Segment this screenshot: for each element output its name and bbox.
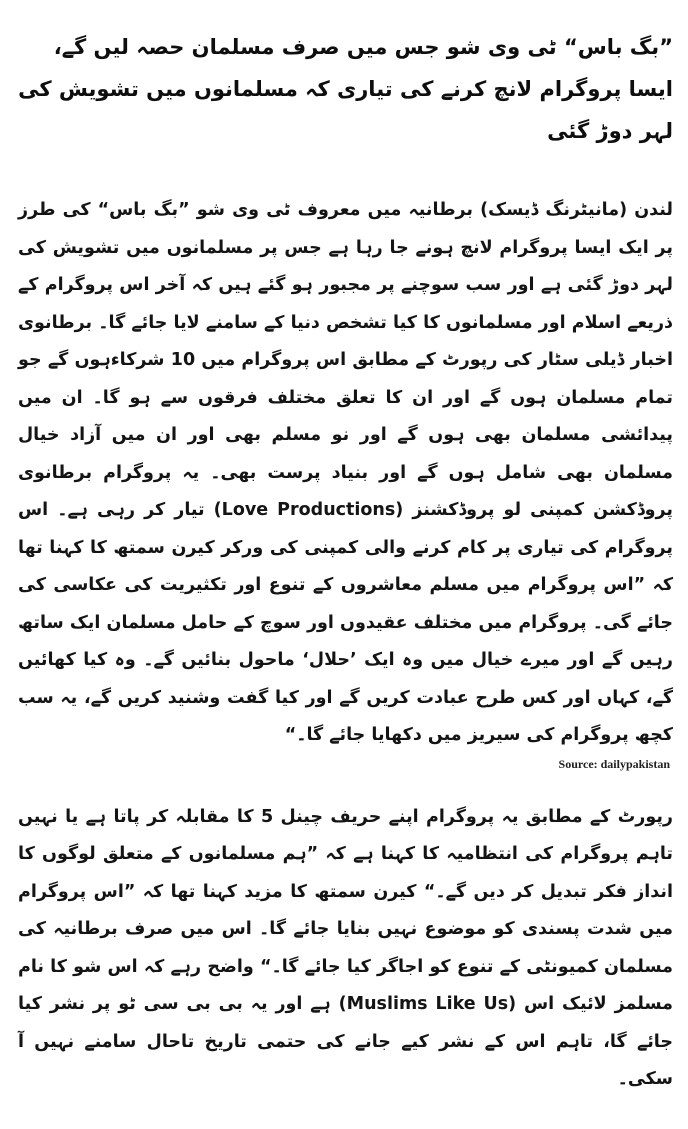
source-credit: Source: dailypakistan [558,757,670,771]
article-paragraph-1: لندن (مانیٹرنگ ڈیسک) برطانیہ میں معروف ٹی وی شو ”بگ باس“ کی طرز پر ایک ایسا پروگرام لانچ ہونے جا رہا ہے جس پر مسلمانوں میں تشویش کی لہر دوڑ گئی ہے اور سب سوچنے پر مجبور ہو گئے ہیں کہ آخر اس پروگرام کے ذریعے اسلام اور مسلمانوں کا کیا تشخص دنیا کے سامنے لایا جائے گا۔ برطانوی اخبار ڈیلی سٹار کی رپورٹ کے مطابق اس پروگرام میں 10 شرکاءہوں گے جو تمام مسلمان ہوں گے اور ان کا تعلق مختلف فرقوں سے ہو گا۔ ان میں پیدائشی مسلمان بھی ہوں گے اور نو مسلم بھی اور ان میں آزاد خیال مسلمان بھی شامل ہوں گے اور بنیاد پرست بھی۔ یہ پروگرام برطانوی پروڈکشن کمپنی لو پروڈکشنز (Love Productions) تیار کر رہی ہے۔ اس پروگرام کی تیاری پر کام کرنے والی کمپنی کی ورکر کیرن سمتھ کا کہنا تھا کہ ”اس پروگرام میں مسلم معاشروں کے تنوع اور تکثیریت کی عکاسی کی جائے گی۔ پروگرام میں مختلف عقیدوں اور سوچ کے حامل مسلمان ایک ساتھ رہیں گے اور میرے خیال میں وہ ایک ’حلال‘ ماحول بنائیں گے۔ وہ کیا کھائیں گے، کہاں اور کس طرح عبادت کریں گے اور کیا گفت وشنید کریں گے، یہ سب کچھ پروگرام کی سیریز میں دکھایا جائے گا۔“ [18,200,673,745]
article-paragraph-2: رپورٹ کے مطابق یہ پروگرام اپنے حریف چینل 5 کا مقابلہ کر پاتا ہے یا نہیں تاہم پروگرام کی انتظامیہ کا کہنا ہے کہ ”ہم مسلمانوں کے متعلق لوگوں کا انداز فکر تبدیل کر دیں گے۔“ کیرن سمتھ کا مزید کہنا تھا کہ ”اس پروگرام میں شدت پسندی کو موضوع نہیں بنایا جائے گا۔ اس میں صرف برطانیہ کی مسلمان کمیونٹی کے تنوع کو اجاگر کیا جائے گا۔“ واضح رہے کہ اس شو کا نام مسلمز لائیک اس (Muslims Like Us) ہے اور یہ بی بی سی ٹو پر نشر کیا جائے گا، تاہم اس کے نشر کیے جانے کی حتمی تاریخ تاحال سامنے نہیں آ سکی۔ [18,806,673,1089]
article [18,26,673,1129]
headline: ”بگ باس“ ٹی وی شو جس میں صرف مسلمان حصہ لیں گے، ایسا پروگرام لانچ کرنے کی تیاری کہ مسلمانوں میں تشویش کی لہر دوڑ گئی [18,35,673,143]
